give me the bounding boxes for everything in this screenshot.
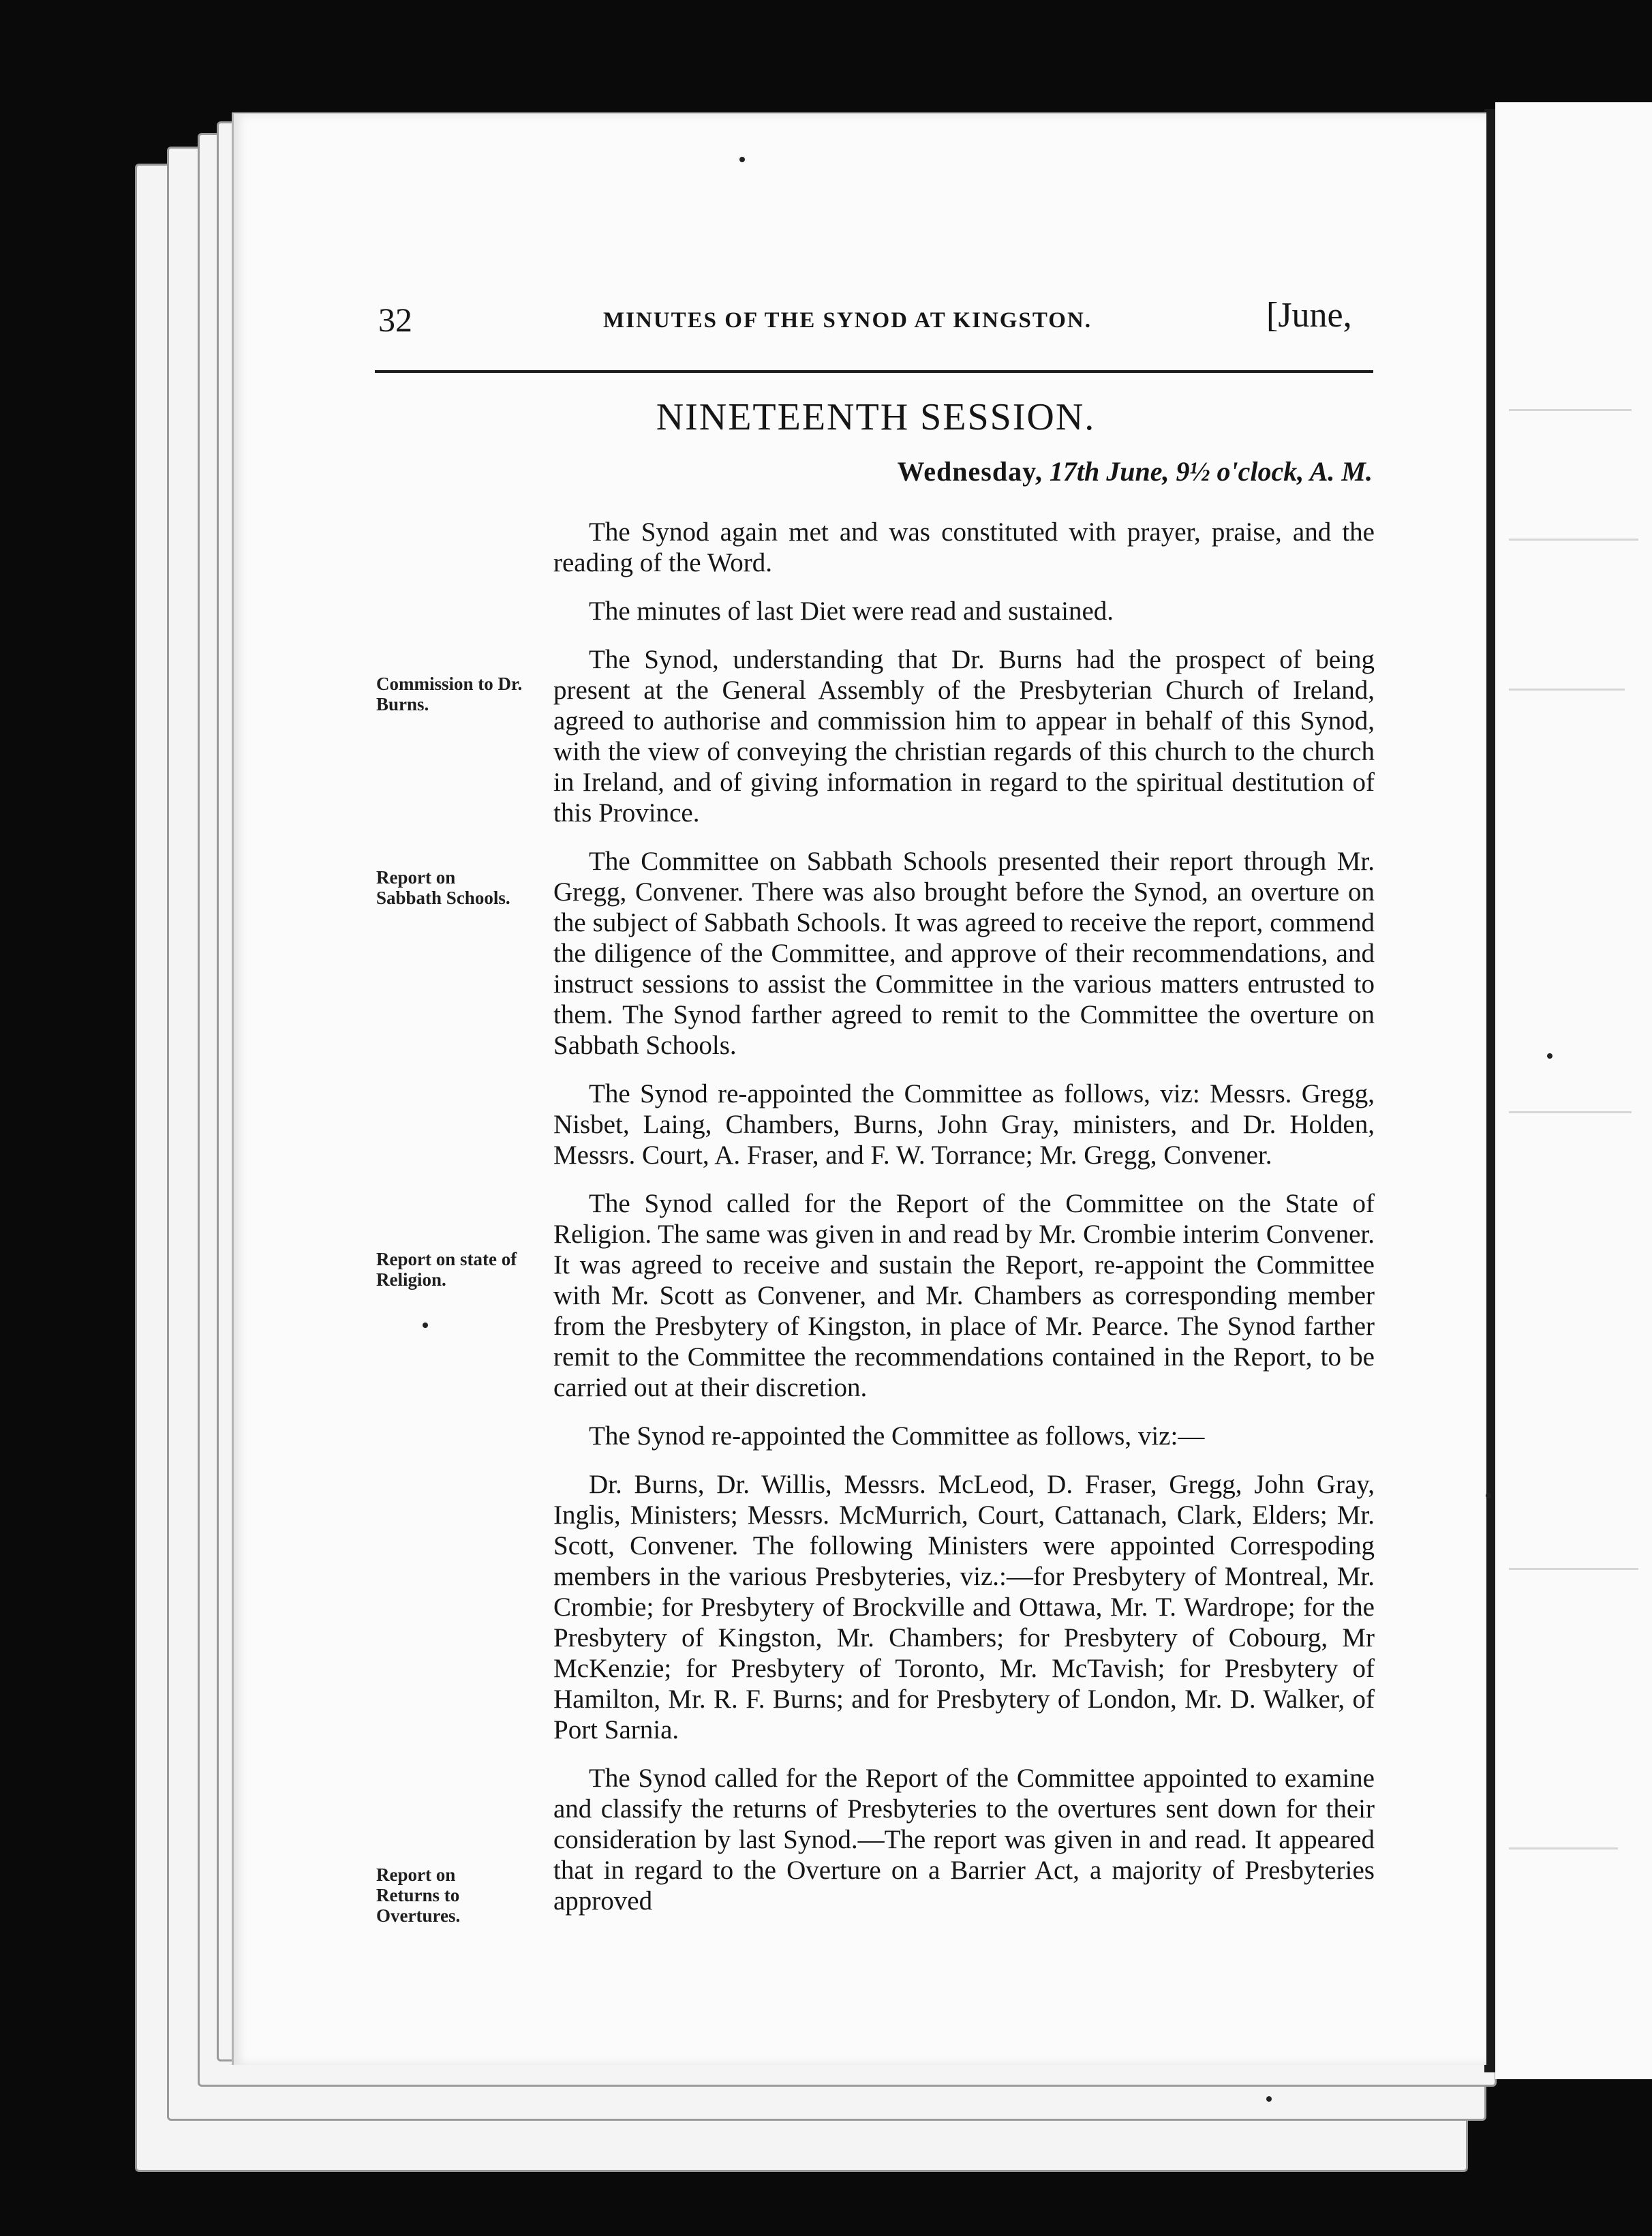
session-date-time: 17th June, 9½ o'clock, A. M. (1049, 456, 1373, 487)
paragraph: The Committee on Sabbath Schools presented their report through Mr. Gregg, Convener. There was also brought before the Synod, an overture on the subject of Sabbath Schools. It was agreed to receive the report, commend the diligence of the Committee, and approve of their recommendations, and instruct sessions to assist the Committee in the various matters entrusted to them. The Synod farther agreed to remit to the Committee the overture on Sabbath Schools. (553, 847, 1375, 1060)
paragraph: The Synod, understanding that Dr. Burns had the prospect of being present at the General Assembly of the Presbyterian Church of Ireland, agreed to authorise and commission him to appear in behalf of this Synod, with the view of conveying the christian regards of this church to the church in Ireland, and of giving information in regard to the spiritual destitution of this Province. (553, 645, 1375, 828)
paragraph: Dr. Burns, Dr. Willis, Messrs. McLeod, D. Fraser, Gregg, John Gray, Inglis, Ministers; Messrs. McMurrich, Court, Cattanach, Clark, Elders; Mr. Scott, Convener. The following Ministers were appointed Correspoding members in the various Presbyteries, viz.:—for Presbytery of Montreal, Mr. Crombie; for Presbytery of Brockville and Ottawa, Mr. T. Wardrope; for the Presbytery of Kingston, Mr. Chambers; for Presbytery of Cobourg, Mr McKenzie; for Presbytery of Toronto, Mr. McTavish; for Presbytery of Hamilton, Mr. R. F. Burns; and for Presbytery of London, Mr. D. Walker, of Port Sarnia. (553, 1470, 1375, 1744)
running-head: MINUTES OF THE SYNOD AT KINGSTON. (603, 308, 1092, 333)
session-dateline (897, 455, 1373, 487)
minutes-body (553, 517, 1375, 1934)
paragraph: The Synod re-appointed the Committee as follows, viz:— (589, 1421, 1205, 1451)
page-number: 32 (378, 301, 412, 339)
margin-note-commission: Commission to Dr. Burns. (376, 674, 523, 714)
header-rule (375, 370, 1373, 373)
paragraph: The Synod called for the Report of the Committee on the State of Religion. The same was given in and read by Mr. Crombie interim Convener. It was agreed to receive and sustain the Report, re-appoint the Committee with Mr. Scott as Convener, and Mr. Chambers as corresponding member from the Presbytery of Kingston, in place of Mr. Pearce. The Synod farther remit to the Committee the recommendations contained in the Report, to be carried out at their discretion. (553, 1189, 1375, 1402)
margin-note-returns-to-overtures: Report on Returns to Overtures. (376, 1864, 461, 1926)
paragraph: The Synod re-appointed the Committee as follows, viz: Messrs. Gregg, Nisbet, Laing, Chambers, Burns, John Gray, ministers, and Dr. Holden, Messrs. Court, A. Fraser, and F. W. Torrance; Mr. Gregg, Convener. (553, 1079, 1375, 1170)
running-head-month: [June, (1266, 296, 1352, 335)
paragraph: The Synod again met and was constituted with prayer, praise, and the reading of the Word. (553, 517, 1375, 577)
margin-note-state-of-religion: Report on state of Religion. (376, 1249, 517, 1290)
paragraph: The Synod called for the Report of the Committee appointed to examine and classify the returns of Presbyteries to the overtures sent down for their consideration by last Synod.—The report was given in and read. It appeared that in regard to the Overture on a Barrier Act, a majority of Presbyteries approved (553, 1764, 1375, 1916)
margin-note-sabbath-schools: Report on Sabbath Schools. (376, 867, 510, 908)
paragraph: The minutes of last Diet were read and sustained. (589, 596, 1114, 626)
facing-page (1495, 102, 1652, 2079)
session-day: Wednesday, (897, 456, 1043, 487)
session-title: NINETEENTH SESSION. (656, 396, 1096, 438)
